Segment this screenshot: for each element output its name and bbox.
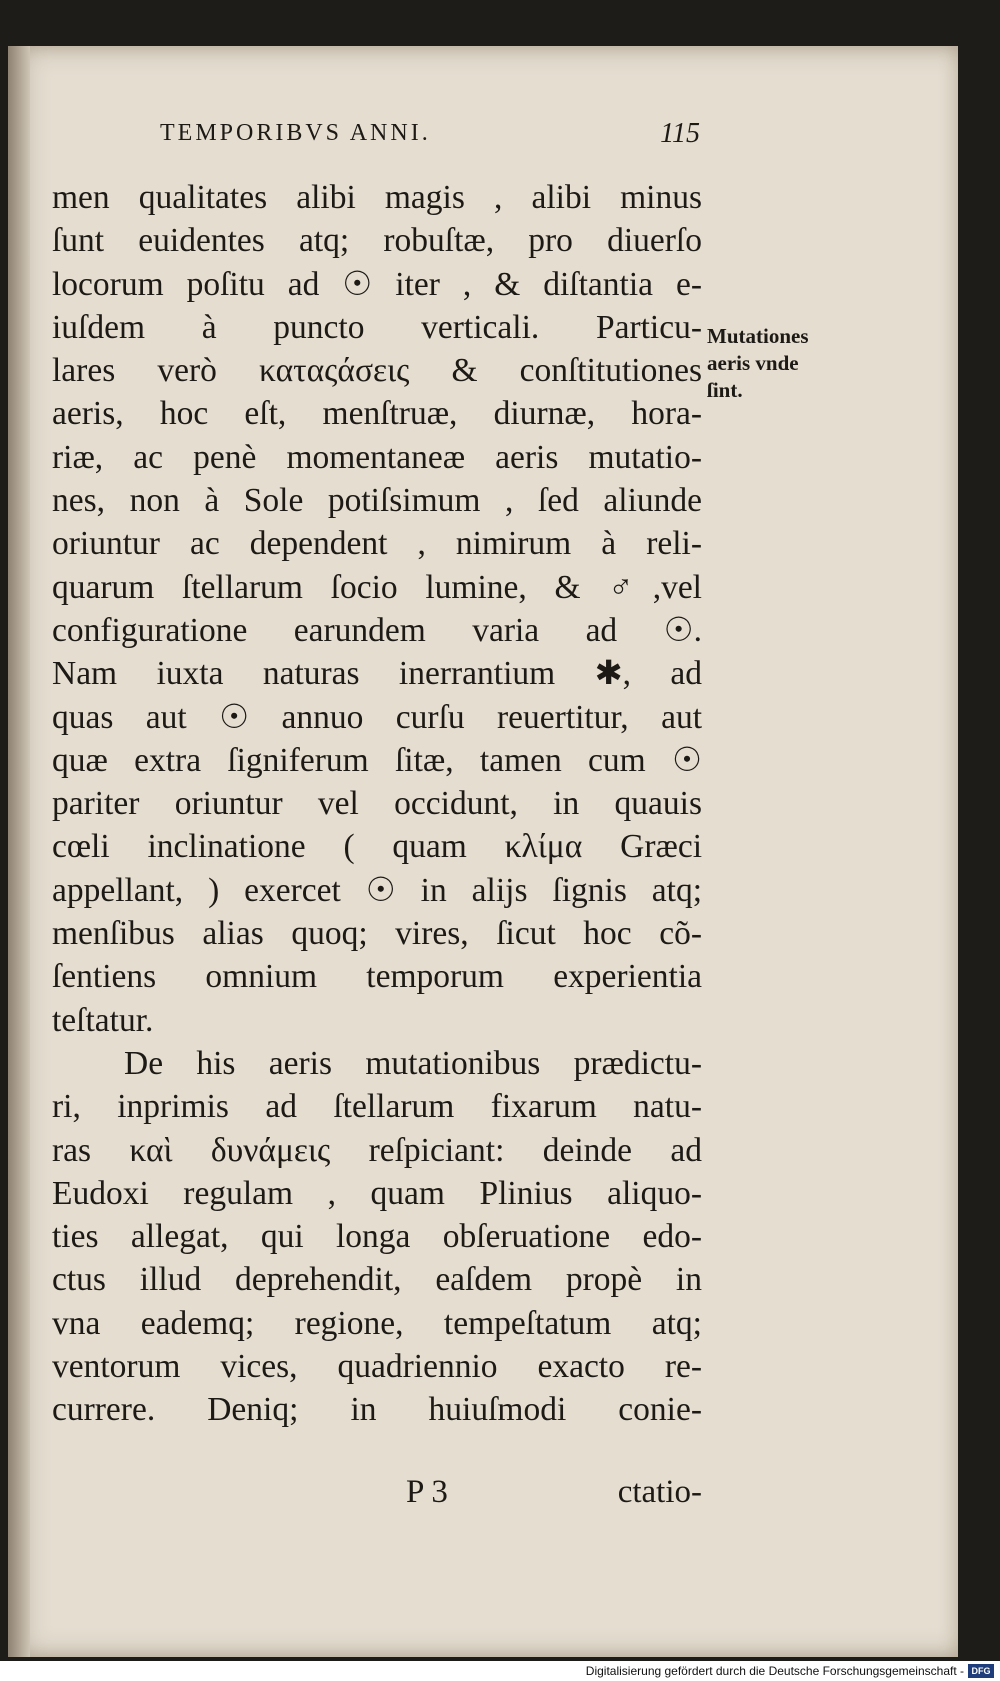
text-line: iuſdem à puncto verticali. Particu-	[52, 308, 702, 346]
marginal-note-line: aeris vnde	[707, 351, 799, 375]
text-line: appellant, ) exercet ☉ in alijs ſignis atq;	[52, 871, 702, 909]
text-line: men qualitates alibi magis , alibi minus	[52, 179, 702, 216]
page-gutter	[8, 46, 30, 1657]
text-line: quarum ſtellarum ſocio lumine, & ♂,vel	[52, 568, 702, 606]
text-line: Eudoxi regulam , quam Plinius aliquo-	[52, 1174, 702, 1212]
text-line: quas aut ☉ annuo curſu reuertitur, aut	[52, 698, 702, 736]
text-line: riæ, ac penè momentaneæ aeris mutatio-	[52, 438, 702, 476]
book-page	[8, 46, 958, 1657]
body-text	[52, 176, 702, 1432]
text-line: lares verò καταςάσεις & conſtitutiones	[52, 352, 702, 390]
text-line: locorum poſitu ad ☉ iter , & diſtantia e-	[52, 265, 702, 303]
text-line: ſentiens omnium temporum experientia	[52, 958, 702, 996]
footer-credit: Digitalisierung gefördert durch die Deutsche Forschungsgemeinschaft -	[585, 1664, 964, 1678]
page-number: 115	[660, 118, 700, 149]
catchword: ctatio-	[617, 1474, 702, 1510]
text-line: configuratione earundem varia ad ☉.	[52, 611, 702, 649]
running-head: TEMPORIBVS ANNI.	[160, 120, 431, 146]
text-line: currere. Deniq; in huiuſmodi conie-	[52, 1391, 702, 1429]
text-line: nes, non à Sole potiſsimum , ſed aliunde	[52, 482, 702, 520]
text-line: pariter oriuntur vel occidunt, in quauis	[52, 785, 702, 823]
signature-mark: P 3	[406, 1474, 448, 1510]
text-line: teſtatur.	[52, 1001, 154, 1039]
signature-line	[52, 1474, 702, 1518]
text-line: ſunt euidentes atq; robuſtæ, pro diuerſo	[52, 222, 702, 260]
text-line: oriuntur ac dependent , nimirum à reli-	[52, 525, 702, 563]
text-line: De his aeris mutationibus prædictu-	[124, 1044, 702, 1082]
text-line: vna eademq; regione, tempeſtatum atq;	[52, 1304, 702, 1342]
text-line: Nam iuxta naturas inerrantium ✱, ad	[52, 655, 702, 693]
text-line: ri, inprimis ad ſtellarum fixarum natu-	[52, 1088, 702, 1126]
text-line: ventorum vices, quadriennio exacto re-	[52, 1348, 702, 1386]
dfg-logo-icon: DFG	[968, 1664, 994, 1678]
text-line: aeris, hoc eſt, menſtruæ, diurnæ, hora-	[52, 395, 702, 433]
text-line: cœli inclinatione ( quam κλίμα Græci	[52, 828, 702, 866]
text-line: ctus illud deprehendit, eaſdem propè in	[52, 1261, 702, 1299]
page-header	[160, 120, 700, 160]
footer-bar	[0, 1661, 1000, 1681]
text-line: ties allegat, qui longa obſeruatione edo-	[52, 1218, 702, 1256]
marginal-note-line: Mutationes	[707, 324, 809, 348]
marginal-note	[707, 323, 857, 404]
text-line: menſibus alias quoq; vires, ſicut hoc cõ-	[52, 915, 702, 953]
text-line: quæ extra ſigniferum ſitæ, tamen cum ☉	[52, 741, 702, 779]
text-line: ras καὶ δυνάμεις reſpiciant: deinde ad	[52, 1131, 702, 1169]
marginal-note-line: ſint.	[707, 378, 743, 402]
